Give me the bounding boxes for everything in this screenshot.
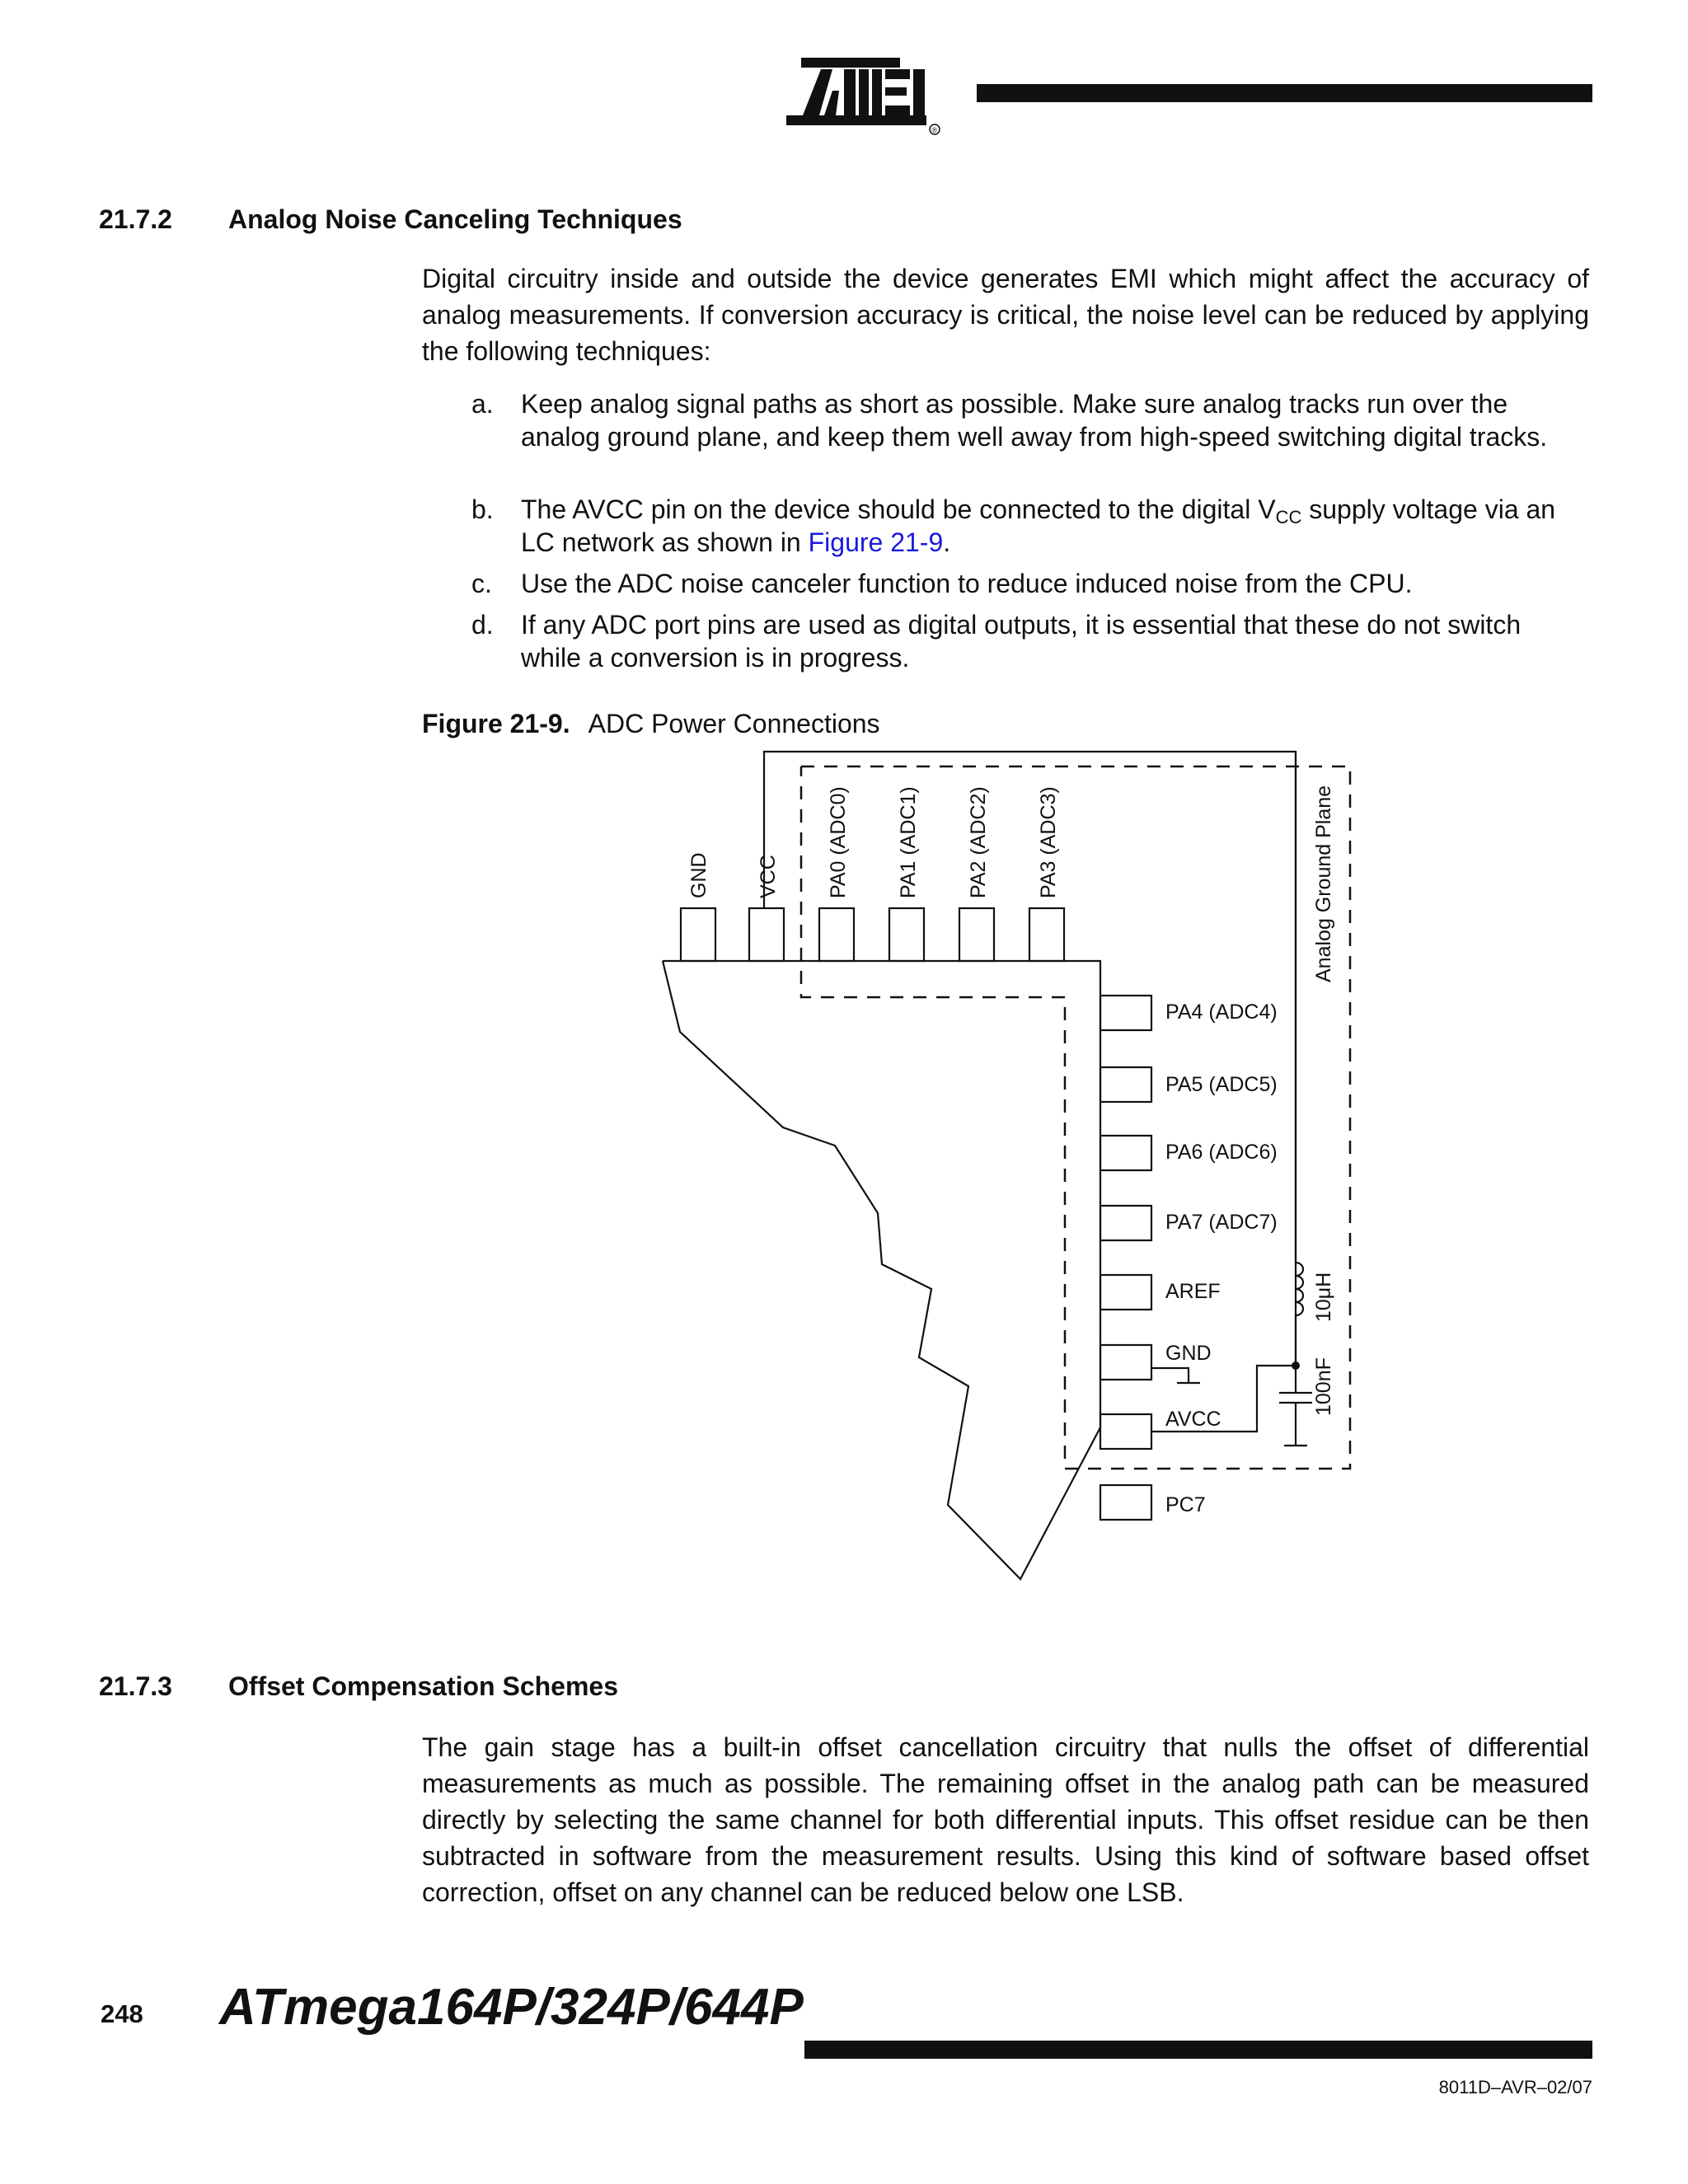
product-title: ATmega164P/324P/644P	[219, 1979, 804, 2036]
pin-pa1	[889, 908, 924, 961]
inductor	[1296, 752, 1303, 1366]
pin-gnd-top	[681, 908, 715, 961]
list-marker: c.	[471, 569, 492, 598]
figure-link[interactable]: Figure 21-9	[808, 527, 944, 557]
pin-label: PC7	[1165, 1493, 1206, 1516]
pin-label: PA7 (ADC7)	[1165, 1211, 1278, 1234]
section-title: Offset Compensation Schemes	[228, 1671, 618, 1701]
side-pin-labels	[1165, 1001, 1278, 1516]
pin-label: AVCC	[1165, 1408, 1221, 1431]
pin-gnd-side	[1100, 1345, 1151, 1380]
chip-outline	[663, 961, 1100, 1579]
pin-vcc	[749, 908, 784, 961]
list-text: Keep analog signal paths as short as possible. Make sure analog tracks run over the analog ground plane, and keep them well away from high-speed switching digital tracks.	[521, 389, 1548, 452]
pin-label: VCC	[757, 855, 780, 898]
list-marker: b.	[471, 494, 494, 524]
pin-pa4	[1100, 996, 1151, 1030]
pin-pa3	[1029, 908, 1064, 961]
pin-label: GND	[1165, 1342, 1212, 1365]
section-number: 21.7.2	[99, 204, 172, 234]
page-number: 248	[101, 1999, 143, 2028]
pin-aref	[1100, 1275, 1151, 1310]
list-text: The AVCC pin on the device should be connected to the digital $V_{CC}$ supply voltage via an LC network as shown in Figure 21-9.	[521, 494, 1556, 557]
ground-plane-label: Analog Ground Plane	[1312, 785, 1335, 982]
pin-label: PA5 (ADC5)	[1165, 1073, 1278, 1096]
section-number: 21.7.3	[99, 1671, 172, 1701]
document-code: 8011D–AVR–02/07	[1438, 2077, 1592, 2097]
figure-caption	[422, 709, 880, 739]
offset-paragraph: The gain stage has a built-in offset cancellation circuitry that nulls the offset of differential measurements as much as possible. The remaining offset in the analog path can be measured directly by selecting the same channel for both differential inputs. This offset residue can be then subtracted in software from the measurement results. Using this kind of software based offset correction, offset on any channel can be reduced below one LSB.	[422, 1732, 1589, 1907]
analog-ground-plane	[801, 766, 1350, 1469]
pin-pa5	[1100, 1067, 1151, 1102]
list-marker: d.	[471, 610, 494, 640]
adc-power-diagram	[651, 742, 1360, 1591]
registered-mark: ®	[931, 126, 938, 134]
list-text: Use the ADC noise canceler function to reduce induced noise from the CPU.	[521, 569, 1413, 598]
intro-paragraph: Digital circuitry inside and outside the device generates EMI which might affect the accuracy of analog measurements. If conversion accuracy is critical, the noise level can be reduced by applying the following techniques:	[422, 264, 1589, 366]
atmel-logo	[778, 51, 943, 135]
pin-pa0	[819, 908, 854, 961]
capacitor-label: 100nF	[1312, 1357, 1335, 1416]
pin-pa2	[959, 908, 994, 961]
section-title: Analog Noise Canceling Techniques	[228, 204, 682, 234]
top-pin-labels	[687, 786, 1060, 898]
pin-label: PA4 (ADC4)	[1165, 1001, 1278, 1024]
pin-label: AREF	[1165, 1280, 1221, 1303]
pin-label: GND	[687, 852, 710, 898]
pin-label: PA6 (ADC6)	[1165, 1141, 1278, 1164]
inductor-label: 10μH	[1312, 1272, 1335, 1322]
pin-pa7	[1100, 1206, 1151, 1240]
pin-pa6	[1100, 1136, 1151, 1170]
figure-number: Figure 21-9.	[422, 709, 570, 738]
pin-pc7	[1100, 1485, 1151, 1520]
pin-label: PA3 (ADC3)	[1037, 786, 1060, 898]
pin-avcc	[1100, 1414, 1151, 1449]
figure-title: ADC Power Connections	[588, 709, 880, 738]
pin-label: PA0 (ADC0)	[827, 786, 850, 898]
list-text: If any ADC port pins are used as digital outputs, it is essential that these do not switch while a conversion is in progress.	[521, 610, 1522, 673]
footer-rule	[804, 2041, 1592, 2059]
logo-wordmark: ATMEL	[778, 51, 781, 52]
pin-label: PA1 (ADC1)	[897, 786, 920, 898]
list-marker: a.	[471, 389, 494, 419]
header-rule	[977, 84, 1592, 102]
pin-label: PA2 (ADC2)	[967, 786, 990, 898]
gnd-symbol	[1151, 1368, 1200, 1383]
